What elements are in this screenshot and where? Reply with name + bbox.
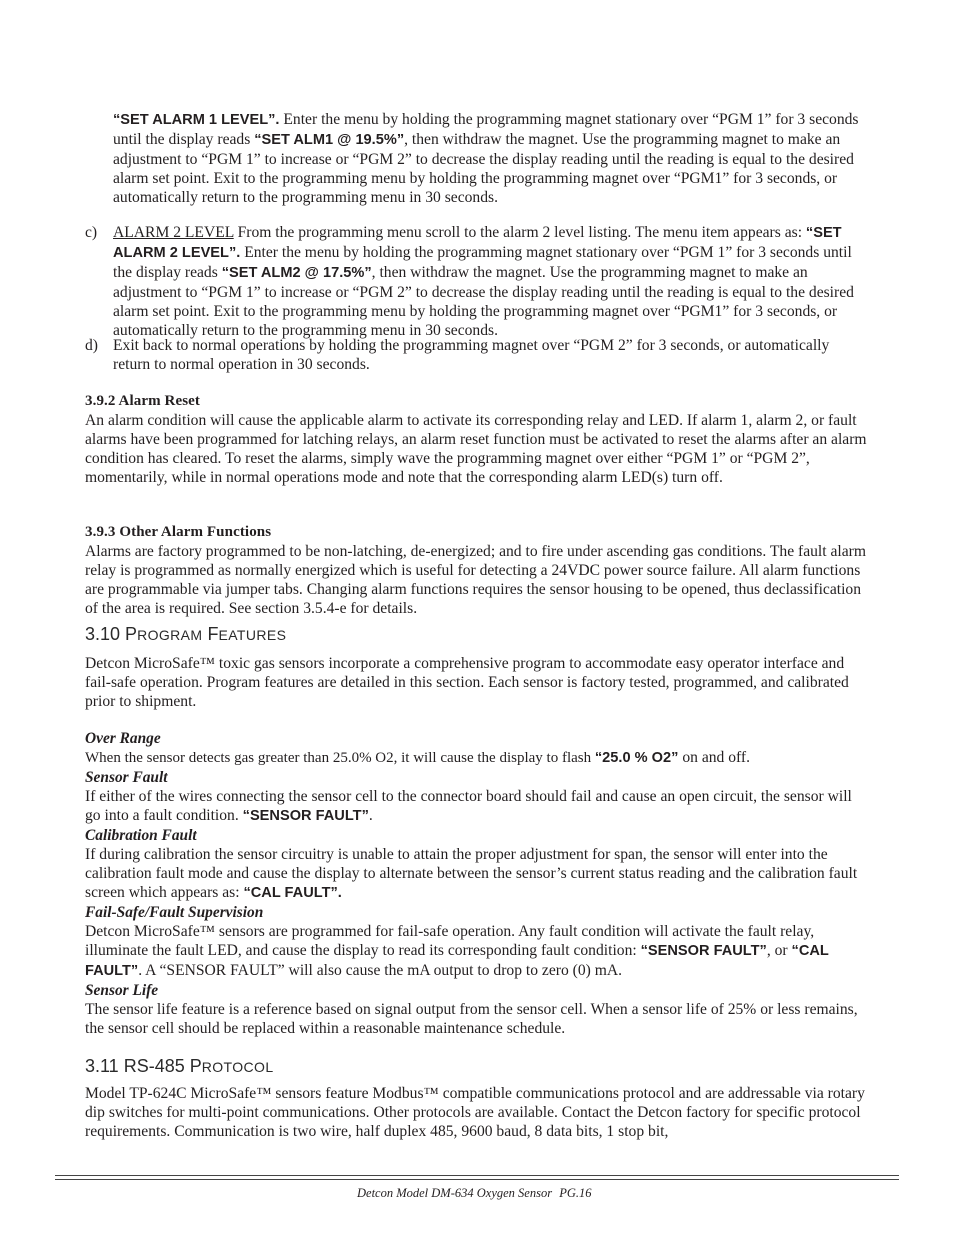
alarm1-text-2: , then withdraw the magnet. Use the programming magnet to make an adjustment to “PGM 1” to increase or “PGM 2” to decrease the display reading until the reading is equal to the desired alarm set point. Exit to the programming menu by holding the programming magnet over “PGM1” for 3 seconds, or automatically return to the programming menu in 30 seconds. [113, 131, 854, 206]
feature-body-over-range: When the sensor detects gas greater than 25.0% O2, it will cause the display to flash “25.0 % O2” on and off. [85, 749, 751, 766]
feature-title-over-range: Over Range [85, 730, 161, 747]
list-label-c: c) [85, 224, 98, 241]
alarm1-level-paragraph [113, 110, 863, 207]
rs485-protocol-body: Model TP-624C MicroSafe™ sensors feature Modbus™ compatible communications protocol and are addressable via rotary dip switches for multi-point communications. Other protocols are available. Contact the Detcon factory for specific protocol requirements. Communication is two wire, half duplex 485, 9600 baud, 8 data bits, 1 stop bit, [85, 1085, 865, 1140]
alarm2-display-reading: “SET ALM2 @ 17.5%” [221, 265, 372, 281]
alarm2-intro: From the programming menu scroll to the alarm 2 level listing. The menu item appears as: [233, 224, 806, 241]
list-item-d [85, 336, 863, 374]
section-heading: 3.9.3 Other Alarm Functions [85, 524, 272, 540]
footer-rule-top [55, 1175, 899, 1176]
footer-page-number: PG.16 [559, 1186, 592, 1200]
section-other-alarm-functions [85, 523, 867, 618]
feature-title-sensor-life: Sensor Life [85, 982, 159, 999]
alarm2-text-2: , then withdraw the magnet. Use the programming magnet to make an adjustment to “PGM 1” to increase or “PGM 2” to decrease the display reading until the reading is equal to the desired alarm set point. Exit to the programming menu by holding the programming magnet over “PGM1” for 3 seconds, or automatically return to the programming menu in 30 seconds. [113, 264, 854, 339]
feature-body-sensor-fault: If either of the wires connecting the sensor cell to the connector board should fail and cause an open circuit, the sensor will go into a fault condition. “SENSOR FAULT”. [85, 788, 852, 824]
feature-title-sensor-fault: Sensor Fault [85, 769, 168, 786]
fail-safe-display-2: “CAL FAULT” [85, 943, 829, 979]
list-item-c [85, 223, 863, 340]
exit-paragraph: Exit back to normal operations by holding the programming magnet over “PGM 2” for 3 seconds, or automatically return to normal operation in 30 seconds. [113, 337, 830, 373]
alarm1-menu-item: “SET ALARM 1 LEVEL”. [113, 112, 280, 128]
cal-fault-display: “CAL FAULT”. [243, 885, 342, 901]
footer-document-title: Detcon Model DM-634 Oxygen Sensor [357, 1186, 553, 1200]
section-body: An alarm condition will cause the applicable alarm to activate its corresponding relay and LED. If alarm 1, alarm 2, or fault alarms have been programmed for latching relays, an alarm reset function must be activated to reset the alarms after an alarm condition has cleared. To reset the alarms, simply wave the programming magnet over either “PGM 1” or “PGM 2”, momentarily, while in normal operations mode and note that the corresponding alarm LED(s) turn off. [85, 412, 867, 486]
feature-list [85, 729, 867, 1038]
over-range-display: “25.0 % O2” [594, 750, 679, 766]
feature-title-fail-safe: Fail-Safe/Fault Supervision [85, 904, 264, 921]
section-alarm-reset [85, 392, 867, 487]
section-body: Alarms are factory programmed to be non-latching, de-energized; and to fire under ascending gas conditions. The fault alarm relay is programmed as normally energized which is useful for detecting a 24VDC power source failure. All alarm functions are programmable via jumper tabs. Changing alarm functions requires the sensor housing to be opened, thus declassification of the area is required. See section 3.5.4-e for details. [85, 543, 866, 617]
program-features-intro: Detcon MicroSafe™ toxic gas sensors incorporate a comprehensive program to accommodate easy operator interface and fail-safe operation. Program features are detailed in this section. Each sensor is factory tested, programmed, and calibrated prior to shipment. [85, 655, 849, 710]
feature-body-sensor-life: The sensor life feature is a reference based on signal output from the sensor cell. When a sensor life of 25% or less remains, the sensor cell should be replaced within a reasonable maintenance schedule. [85, 1001, 858, 1037]
alarm1-text-1: Enter the menu by holding the programming magnet stationary over “PGM 1” for 3 seconds until the display reads [113, 111, 859, 148]
page-footer [357, 1186, 596, 1201]
section-heading-rs485-protocol: 3.11 RS-485 PROTOCOL [85, 1056, 274, 1076]
feature-body-fail-safe: Detcon MicroSafe™ sensors are programmed for fail-safe operation. Any fault condition will activate the fault relay, illuminate the fault LED, and cause the display to read its corresponding fault condition: “SENSOR FAULT”, or “CAL FAULT”. A “SENSOR FAULT” will also cause the mA output to drop to zero (0) mA. [85, 923, 829, 979]
section-heading: 3.9.2 Alarm Reset [85, 393, 201, 409]
feature-body-calibration-fault: If during calibration the sensor circuitry is unable to attain the proper adjustment for span, the sensor will enter into the calibration fault mode and cause the display to alternate between the sensor’s current status reading and the calibration fault screen which appears as: “CAL FAULT”. [85, 846, 858, 901]
section-heading-program-features: 3.10 PROGRAM FEATURES [85, 624, 287, 644]
alarm2-menu-item: “SET ALARM 2 LEVEL”. [113, 225, 842, 261]
feature-title-calibration-fault: Calibration Fault [85, 827, 197, 844]
list-label-d: d) [85, 337, 98, 354]
alarm2-text-1: Enter the menu by holding the programming magnet stationary over “PGM 1” for 3 seconds until the display reads [113, 244, 852, 281]
footer-rule-bottom [55, 1179, 899, 1180]
alarm1-display-reading: “SET ALM1 @ 19.5%” [254, 132, 405, 148]
sensor-fault-display: “SENSOR FAULT” [242, 808, 369, 824]
alarm2-level-paragraph [113, 223, 863, 340]
alarm2-heading: ALARM 2 LEVEL [113, 224, 234, 241]
fail-safe-display-1: “SENSOR FAULT” [640, 943, 767, 959]
